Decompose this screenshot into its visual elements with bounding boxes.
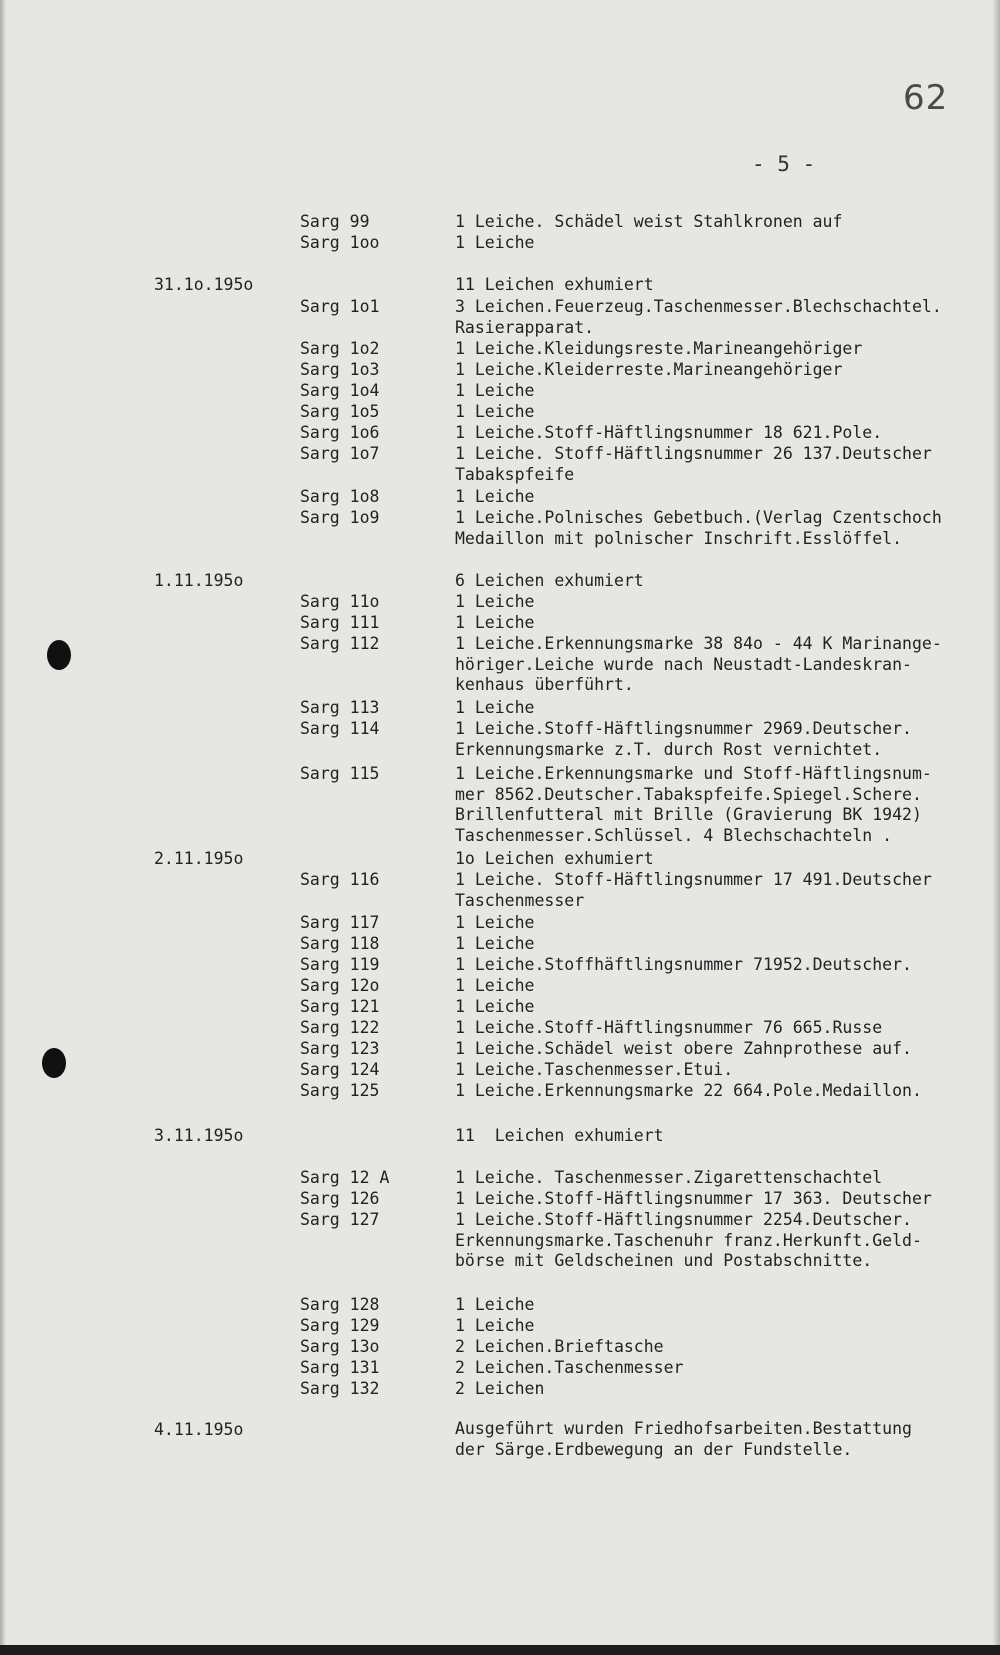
date-03-11-1950: 3.11.195o	[154, 1126, 244, 1145]
date-01-11-1950: 1.11.195o	[154, 571, 244, 590]
page-number: 62	[903, 78, 949, 118]
sarg-description: 1 Leiche	[455, 381, 535, 400]
summary-02-11: 1o Leichen exhumiert	[455, 849, 654, 868]
sarg-description: 1 Leiche.Erkennungsmarke 22 664.Pole.Medaillon.	[455, 1081, 922, 1100]
sarg-label: Sarg 1o9	[300, 508, 380, 527]
sarg-label: Sarg 11o	[300, 592, 380, 611]
sarg-label: Sarg 1o6	[300, 423, 380, 442]
sarg-label: Sarg 122	[300, 1018, 380, 1037]
sarg-label: Sarg 12 A	[300, 1168, 390, 1187]
sarg-description: 1 Leiche.Schädel weist obere Zahnprothese auf.	[455, 1039, 912, 1058]
sarg-description: 1 Leiche.Kleidungsreste.Marineangehöriger	[455, 339, 863, 358]
sarg-label: Sarg 1o4	[300, 381, 380, 400]
sarg-label: Sarg 116	[300, 870, 380, 889]
sarg-description: 1 Leiche.Erkennungsmarke 38 84o - 44 K Marinange- höriger.Leiche wurde nach Neustadt-Landeskran- kenhaus überführt.	[455, 634, 942, 694]
sarg-description: 1 Leiche.Polnisches Gebetbuch.(Verlag Czentschoch Medaillon mit polnischer Inschrift.Esslöffel.	[455, 508, 942, 548]
sarg-description: 2 Leichen.Brieftasche	[455, 1337, 664, 1356]
sarg-label: Sarg 1o3	[300, 360, 380, 379]
sarg-label: Sarg 131	[300, 1358, 380, 1377]
note-04-11: Ausgeführt wurden Friedhofsarbeiten.Bestattung der Särge.Erdbewegung an der Fundstelle.	[455, 1419, 912, 1459]
sarg-label: Sarg 117	[300, 913, 380, 932]
sarg-label: Sarg 121	[300, 997, 380, 1016]
sarg-description: 1 Leiche	[455, 1295, 535, 1314]
sarg-description: 1 Leiche. Stoff-Häftlingsnummer 26 137.Deutscher Tabakspfeife	[455, 444, 932, 484]
sarg-description: 1 Leiche.Stoff-Häftlingsnummer 18 621.Pole.	[455, 423, 883, 442]
sarg-label: Sarg 115	[300, 764, 380, 783]
sarg-description: 1 Leiche.Erkennungsmarke und Stoff-Häftlingsnum- mer 8562.Deutscher.Tabakspfeife.Spiegel.Schere. Brillenfutteral mit Brille (Gravierung BK 1942) Taschenmesser.Schlüssel. 4 Blechschachteln .	[455, 764, 932, 845]
sarg-description: 1 Leiche	[455, 698, 535, 717]
scan-right-edge	[992, 0, 1000, 1655]
sarg-description: 1 Leiche.Stoffhäftlingsnummer 71952.Deutscher.	[455, 955, 912, 974]
sarg-description: 1 Leiche.Stoff-Häftlingsnummer 76 665.Russe	[455, 1018, 883, 1037]
sarg-description: 1 Leiche.Taschenmesser.Etui.	[455, 1060, 734, 1079]
scan-left-edge	[0, 0, 6, 1655]
punch-hole-lower	[42, 1048, 66, 1078]
sarg-description: 1 Leiche.Kleiderreste.Marineangehöriger	[455, 360, 843, 379]
sarg-label: Sarg 112	[300, 634, 380, 653]
sarg-label: Sarg 132	[300, 1379, 380, 1398]
summary-31-10: 11 Leichen exhumiert	[455, 275, 654, 294]
sarg-description: 2 Leichen.Taschenmesser	[455, 1358, 684, 1377]
summary-01-11: 6 Leichen exhumiert	[455, 571, 644, 590]
sarg-label: Sarg 126	[300, 1189, 380, 1208]
summary-03-11: 11 Leichen exhumiert	[455, 1126, 664, 1145]
date-04-11-1950: 4.11.195o	[154, 1420, 244, 1439]
sarg-label: Sarg 113	[300, 698, 380, 717]
sarg-description: 1 Leiche	[455, 402, 535, 421]
sarg-description: 1 Leiche	[455, 913, 535, 932]
sarg-label: Sarg 1oo	[300, 233, 380, 252]
sarg-description: 2 Leichen	[455, 1379, 545, 1398]
sarg-label: Sarg 127	[300, 1210, 380, 1229]
sarg-label: Sarg 1o7	[300, 444, 380, 463]
punch-hole-upper	[47, 640, 71, 670]
sarg-description: 1 Leiche	[455, 934, 535, 953]
sarg-label: Sarg 1o5	[300, 402, 380, 421]
sarg-label: Sarg 111	[300, 613, 380, 632]
sarg-label: Sarg 13o	[300, 1337, 380, 1356]
sarg-description: 3 Leichen.Feuerzeug.Taschenmesser.Blechschachtel. Rasierapparat.	[455, 297, 942, 337]
sarg-description: 1 Leiche	[455, 487, 535, 506]
page-marker: - 5 -	[752, 152, 816, 176]
sarg-description: 1 Leiche. Schädel weist Stahlkronen auf	[455, 212, 843, 231]
date-31-10-1950: 31.1o.195o	[154, 275, 254, 294]
sarg-label: Sarg 129	[300, 1316, 380, 1335]
sarg-description: 1 Leiche.Stoff-Häftlingsnummer 2969.Deutscher. Erkennungsmarke z.T. durch Rost vernichtet.	[455, 719, 912, 759]
sarg-label: Sarg 124	[300, 1060, 380, 1079]
sarg-label: Sarg 118	[300, 934, 380, 953]
sarg-description: 1 Leiche	[455, 233, 535, 252]
sarg-description: 1 Leiche. Taschenmesser.Zigarettenschachtel	[455, 1168, 883, 1187]
sarg-label: Sarg 1o8	[300, 487, 380, 506]
sarg-description: 1 Leiche	[455, 592, 535, 611]
sarg-description: 1 Leiche	[455, 613, 535, 632]
sarg-description: 1 Leiche.Stoff-Häftlingsnummer 17 363. Deutscher	[455, 1189, 932, 1208]
sarg-description: 1 Leiche.Stoff-Häftlingsnummer 2254.Deutscher. Erkennungsmarke.Taschenuhr franz.Herkunft.Geld- börse mit Geldscheinen und Postabschnitte.	[455, 1210, 922, 1270]
date-02-11-1950: 2.11.195o	[154, 849, 244, 868]
sarg-label: Sarg 1o1	[300, 297, 380, 316]
sarg-label: Sarg 99	[300, 212, 370, 231]
sarg-label: Sarg 12o	[300, 976, 380, 995]
sarg-description: 1 Leiche	[455, 976, 535, 995]
sarg-label: Sarg 125	[300, 1081, 380, 1100]
sarg-label: Sarg 119	[300, 955, 380, 974]
sarg-description: 1 Leiche	[455, 997, 535, 1016]
sarg-label: Sarg 114	[300, 719, 380, 738]
sarg-label: Sarg 1o2	[300, 339, 380, 358]
sarg-description: 1 Leiche	[455, 1316, 535, 1335]
sarg-label: Sarg 123	[300, 1039, 380, 1058]
scan-bottom-edge	[0, 1645, 1000, 1655]
sarg-description: 1 Leiche. Stoff-Häftlingsnummer 17 491.Deutscher Taschenmesser	[455, 870, 932, 910]
sarg-label: Sarg 128	[300, 1295, 380, 1314]
